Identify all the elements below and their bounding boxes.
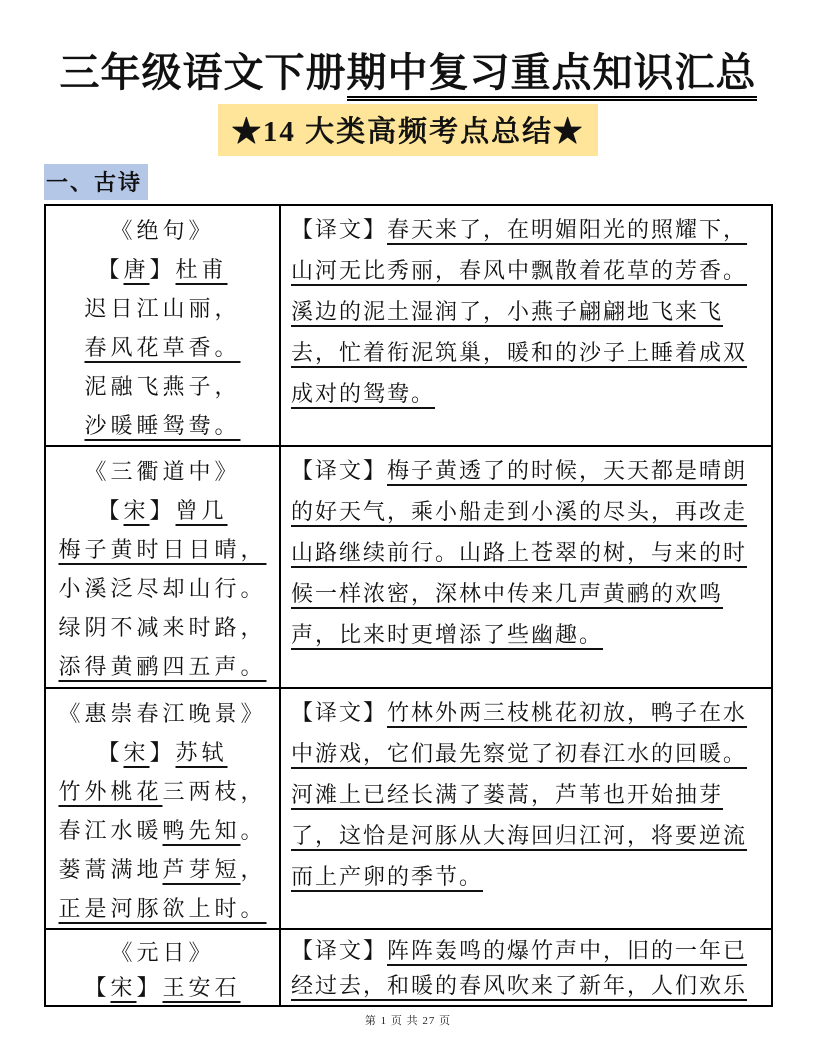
translation-line [291, 856, 765, 897]
underlined-text: 候一样浓密，深林中传来几声黄鹂的欢鸣 [291, 581, 724, 606]
underlined-text: 河滩上已经长满了蒌蒿，芦苇也开始抽芽 [291, 782, 724, 807]
poem-line-group [46, 447, 279, 686]
poem-line [46, 530, 279, 569]
plain-text: 【译文】 [291, 217, 388, 242]
page-title-underlined: 期中复习重点知识汇总 [347, 50, 757, 101]
plain-text: 《惠崇春江晚景》 [58, 701, 267, 726]
poem-line-group [46, 689, 279, 928]
gushi-table [44, 204, 773, 1007]
translation-line [291, 815, 765, 856]
underlined-text: 中游戏，它们最先察觉了初春江水的回暖。 [291, 741, 748, 766]
table-row [45, 446, 772, 688]
underlined-text: 宋 [110, 975, 137, 1000]
translation-line [291, 209, 765, 250]
underlined-text: 杜甫 [175, 257, 228, 282]
page-title-plain: 三年级语文下册 [59, 50, 347, 95]
translation-line [291, 692, 765, 733]
translation-line-group [281, 689, 771, 897]
plain-text: 小溪泛尽却山行。 [58, 576, 267, 601]
poem-cell [45, 929, 280, 1006]
plain-text: 。 [240, 818, 267, 843]
plain-text: 迟日江山丽， [84, 296, 241, 321]
poem-line [46, 647, 279, 686]
underlined-text: 而上产卵的季节。 [291, 864, 484, 889]
plain-text: 【译文】 [291, 700, 388, 725]
table-row [45, 929, 772, 1006]
poem-line [46, 772, 279, 811]
poem-cell [45, 688, 280, 929]
translation-line-group [281, 930, 771, 1003]
underlined-text: 曾几 [175, 498, 228, 523]
plain-text: 绿阴不减来时路， [58, 615, 267, 640]
plain-text: 《三衢道中》 [84, 459, 241, 484]
underlined-text: 春风花草香。 [84, 335, 241, 360]
translation-cell [280, 688, 772, 929]
translation-line [291, 491, 765, 532]
translation-line [291, 573, 765, 614]
underlined-text: 阵阵轰鸣的爆竹声中，旧的一年已 [387, 938, 748, 963]
translation-line [291, 291, 765, 332]
poem-cell [45, 205, 280, 446]
plain-text: 【 [97, 740, 124, 765]
subtitle-badge: ★14 大类高频考点总结★ [218, 104, 598, 156]
poem-line [46, 569, 279, 608]
translation-line [291, 332, 765, 373]
underlined-text: 溪边的泥土湿润了，小燕子翩翩地飞来飞 [291, 299, 724, 324]
underlined-text: 去，忙着衔泥筑巢，暖和的沙子上睡着成双 [291, 340, 748, 365]
section-row [44, 164, 816, 200]
underlined-text: 春天来了，在明媚阳光的照耀下， [387, 217, 748, 242]
underlined-text: 宋 [123, 498, 150, 523]
plain-text: 】 [149, 498, 176, 523]
poem-line [46, 328, 279, 367]
poem-line [46, 733, 279, 772]
underlined-text: 经过去，和暖的春风吹来了新年，人们欢乐 [291, 973, 748, 998]
underlined-text: 山路继续前行。山路上苍翠的树，与来的时 [291, 540, 748, 565]
underlined-text: 声，比来时更增添了些幽趣。 [291, 622, 604, 647]
plain-text: 】 [149, 257, 176, 282]
footer-page-number: 第 1 页 共 27 页 [364, 1015, 452, 1027]
poem-line [46, 811, 279, 850]
underlined-text: 王安石 [162, 975, 241, 1000]
translation-line-group [281, 206, 771, 414]
translation-line-group [281, 447, 771, 655]
poem-line [46, 367, 279, 406]
underlined-text: 宋 [123, 740, 150, 765]
poem-line [46, 608, 279, 647]
translation-cell [280, 205, 772, 446]
underlined-text: 唐 [123, 257, 150, 282]
translation-line [291, 968, 765, 1003]
plain-text: 【 [97, 498, 124, 523]
section-header: 一、古诗 [44, 164, 148, 200]
table-row [45, 688, 772, 929]
poem-line [46, 452, 279, 491]
plain-text: 】 [149, 740, 176, 765]
plain-text: ， [240, 857, 267, 882]
poem-line [46, 406, 279, 445]
plain-text: 【译文】 [291, 938, 388, 963]
plain-text: 【译文】 [291, 458, 388, 483]
poem-line [46, 694, 279, 733]
underlined-text: 芦芽短 [162, 857, 241, 882]
underlined-text: 沙暖睡鸳鸯。 [84, 413, 241, 438]
translation-line [291, 373, 765, 414]
poem-line-group [46, 930, 279, 1005]
translation-cell [280, 446, 772, 688]
plain-text: 蒌蒿满地 [58, 857, 163, 882]
poem-line [46, 289, 279, 328]
poem-line-group [46, 206, 279, 445]
underlined-text: 梅子黄时日日晴， [58, 537, 267, 562]
plain-text: 】 [136, 975, 163, 1000]
translation-cell [280, 929, 772, 1006]
poem-line [46, 889, 279, 928]
translation-line [291, 450, 765, 491]
underlined-text: 添得黄鹂四五声。 [58, 654, 267, 679]
translation-line [291, 250, 765, 291]
subtitle-row [0, 104, 816, 156]
plain-text: 【 [84, 975, 111, 1000]
plain-text: 泥融飞燕子， [84, 374, 241, 399]
underlined-text: 山河无比秀丽，春风中飘散着花草的芳香。 [291, 258, 748, 283]
gushi-table-body [45, 205, 772, 1006]
plain-text: 【 [97, 257, 124, 282]
plain-text: 春江水暖 [58, 818, 163, 843]
poem-line [46, 250, 279, 289]
translation-line [291, 532, 765, 573]
translation-line [291, 614, 765, 655]
translation-line [291, 774, 765, 815]
poem-line [46, 211, 279, 250]
poem-line [46, 491, 279, 530]
poem-line [46, 850, 279, 889]
underlined-text: 鸭先知 [162, 818, 241, 843]
poem-line [46, 935, 279, 970]
plain-text: 三两枝， [162, 779, 267, 804]
translation-line [291, 933, 765, 968]
poem-line [46, 970, 279, 1005]
underlined-text: 竹外桃花 [58, 779, 163, 804]
page-title [0, 48, 816, 98]
underlined-text: 的好天气，乘小船走到小溪的尽头，再改走 [291, 499, 748, 524]
translation-line [291, 733, 765, 774]
table-row [45, 205, 772, 446]
underlined-text: 竹林外两三枝桃花初放，鸭子在水 [387, 700, 748, 725]
plain-text: 《元日》 [110, 940, 215, 965]
underlined-text: 正是河豚欲上时。 [58, 896, 267, 921]
plain-text: 《绝句》 [110, 218, 215, 243]
underlined-text: 成对的鸳鸯。 [291, 381, 436, 406]
underlined-text: 梅子黄透了的时候，天天都是晴朗 [387, 458, 748, 483]
underlined-text: 了，这恰是河豚从大海回归江河，将要逆流 [291, 823, 748, 848]
poem-cell [45, 446, 280, 688]
underlined-text: 苏轼 [175, 740, 228, 765]
